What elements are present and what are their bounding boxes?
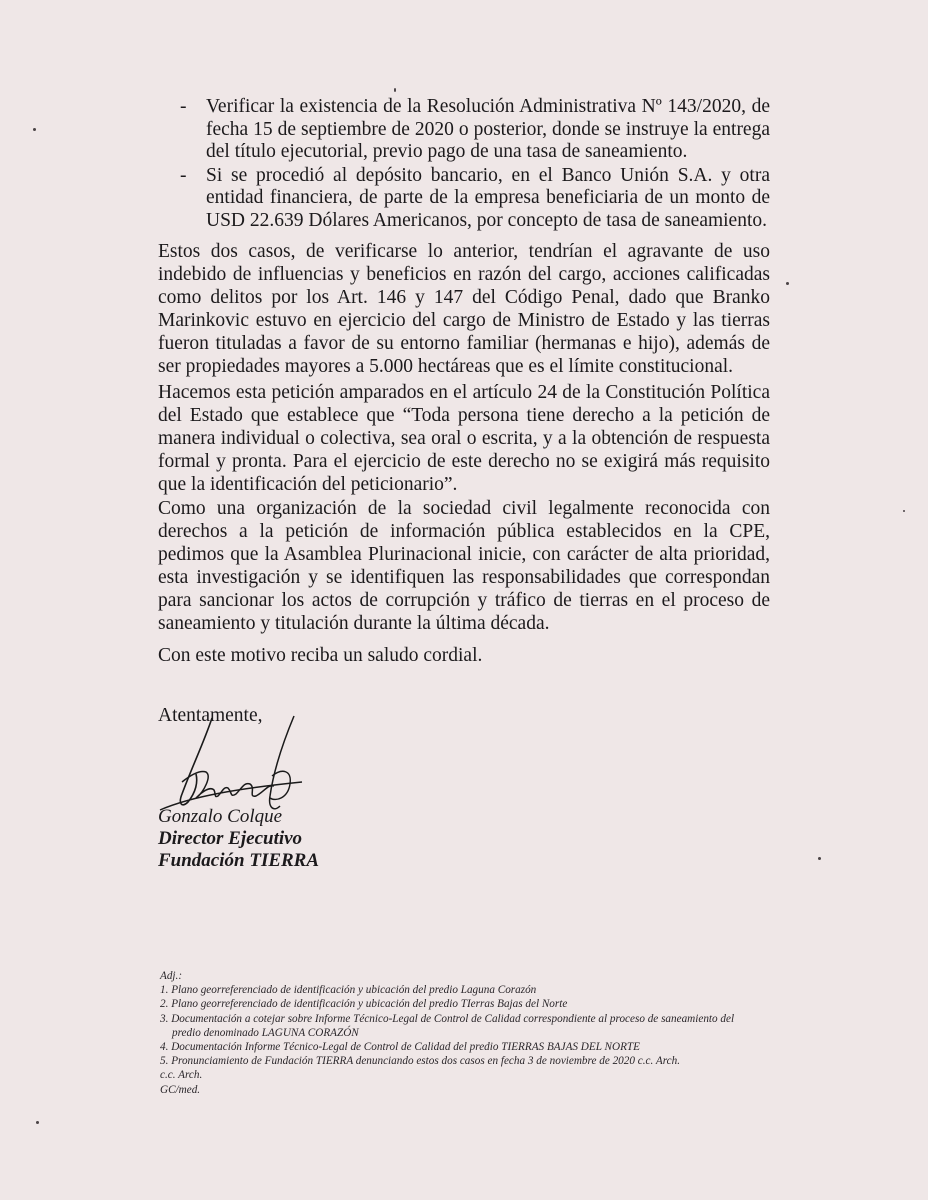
bullet-dash: - bbox=[180, 96, 187, 117]
attachment-item: 2. Plano georreferenciado de identificación y ubicación del predio TIerras Bajas del Norte bbox=[160, 998, 568, 1011]
attachment-item: 4. Documentación Informe Técnico-Legal de Control de Calidad del predio TIERRAS BAJAS DEL NORTE bbox=[160, 1041, 640, 1054]
bullet-item bbox=[178, 96, 770, 164]
signer-organization: Fundación TIERRA bbox=[158, 850, 320, 871]
attachment-item: 1. Plano georreferenciado de identificación y ubicación del predio Laguna Corazón bbox=[160, 984, 537, 997]
scan-speck bbox=[36, 1121, 39, 1124]
attachments-list bbox=[160, 969, 800, 1097]
paragraph-organizacion: Como una organización de la sociedad civil legalmente reconocida con derechos a la petición de información pública establecidos en la CPE, pedimos que la Asamblea Plurinacional inicie, con carácter de alta prioridad, esta investigación y se identifiquen las responsabilidades que correspondan para sancionar los actos de corrupción y tráfico de tierras en el proceso de saneamiento y titulación durante la última década. bbox=[158, 498, 770, 634]
scan-speck bbox=[903, 510, 905, 512]
attachment-item: predio denominado LAGUNA CORAZÓN bbox=[172, 1026, 359, 1039]
closing-salutation: Atentamente, bbox=[158, 705, 263, 726]
signer-block bbox=[158, 806, 319, 872]
bullet-dash: - bbox=[180, 164, 187, 186]
bullet-list bbox=[178, 96, 770, 232]
scan-speck bbox=[818, 857, 821, 860]
scan-speck bbox=[394, 88, 396, 92]
paragraph-agravante: Estos dos casos, de verificarse lo anterior, tendrían el agravante de uso indebido de influencias y beneficios en razón del cargo, acciones calificadas como delitos por los Art. 146 y 147 del Código Penal, dado que Branko Marinkovic estuvo en ejercicio del cargo de Ministro de Estado y las tierras fueron tituladas a favor de su entorno familiar (hermanas e hijo), además de ser propiedades mayores a 5.000 hectáreas que es el límite constitucional. bbox=[158, 241, 770, 377]
bullet-item bbox=[178, 165, 770, 233]
attachments-heading: Adj.: bbox=[160, 970, 183, 982]
attachment-item: 5. Pronunciamiento de Fundación TIERRA denunciando estos dos casos en fecha 3 de noviembre de 2020 c.c. Arch. bbox=[160, 1055, 681, 1068]
paragraph-peticion: Hacemos esta petición amparados en el artículo 24 de la Constitución Política del Estado que establece que “Toda persona tiene derecho a la petición de manera individual o colectiva, sea oral o escrita, y a la obtención de respuesta formal y pronta. Para el ejercicio de este derecho no se exigirá más requisito que la identificación del peticionario”. bbox=[158, 382, 770, 495]
attachment-item: GC/med. bbox=[160, 1083, 201, 1096]
bullet-text: Verificar la existencia de la Resolución Administrativa Nº 143/2020, de fecha 15 de septiembre de 2020 o posterior, donde se instruye la entrega del título ejecutorial, previo pago de una tasa de saneamiento. bbox=[206, 96, 770, 162]
bullet-text: Si se procedió al depósito bancario, en el Banco Unión S.A. y otra entidad financiera, de parte de la empresa beneficiaria de un monto de USD 22.639 Dólares Americanos, por concepto de tasa de saneamiento. bbox=[206, 164, 770, 231]
signer-title: Director Ejecutivo bbox=[158, 828, 303, 849]
scan-speck bbox=[786, 282, 789, 285]
attachment-item: 3. Documentación a cotejar sobre Informe Técnico-Legal de Control de Calidad correspondiente al proceso de saneamiento del bbox=[160, 1012, 735, 1025]
attachment-item: c.c. Arch. bbox=[160, 1069, 203, 1082]
signer-name: Gonzalo Colque bbox=[158, 806, 283, 827]
scan-speck bbox=[33, 128, 36, 131]
paragraph-saludo: Con este motivo reciba un saludo cordial. bbox=[158, 645, 483, 666]
